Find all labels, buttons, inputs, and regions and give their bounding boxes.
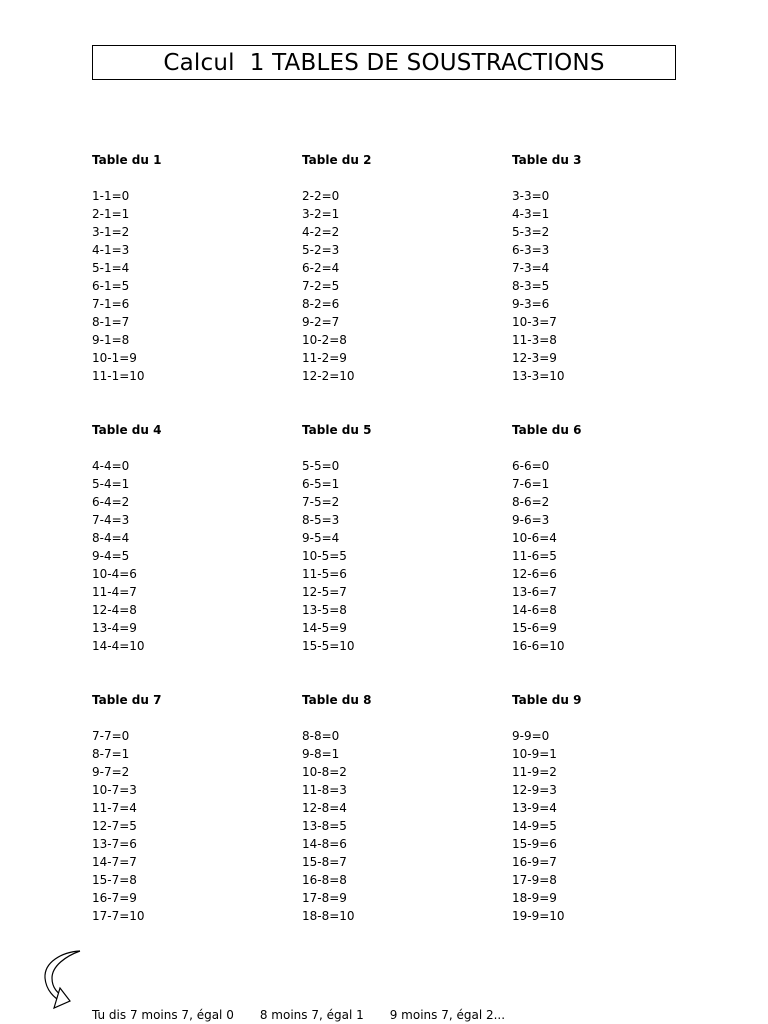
table-line: 9-5=4 [302, 531, 340, 545]
table-line: 8-4=4 [92, 531, 130, 545]
table-line: 9-6=3 [512, 513, 550, 527]
table-line: 9-2=7 [302, 315, 340, 329]
table-line: 8-8=0 [302, 729, 340, 743]
table-line: 12-6=6 [512, 567, 557, 581]
table-line: 11-6=5 [512, 549, 557, 563]
table-line: 18-8=10 [302, 909, 355, 923]
table-line: 15-5=10 [302, 639, 355, 653]
table-line: 7-6=1 [512, 477, 550, 491]
table-line: 13-8=5 [302, 819, 347, 833]
table-line: 15-6=9 [512, 621, 557, 635]
table-line: 11-4=7 [92, 585, 137, 599]
table-line: 10-7=3 [92, 783, 137, 797]
table-line: 11-3=8 [512, 333, 557, 347]
table-line: 7-3=4 [512, 261, 550, 275]
table-line: 9-4=5 [92, 549, 130, 563]
table-lines [302, 457, 502, 655]
table-line: 18-9=9 [512, 891, 557, 905]
table-line: 11-7=4 [92, 801, 137, 815]
table-line: 10-6=4 [512, 531, 557, 545]
footer-segment: 8 moins 7, égal 1 [259, 1008, 364, 1022]
table-line: 16-9=7 [512, 855, 557, 869]
table-line: 12-8=4 [302, 801, 347, 815]
footer-segment: 9 moins 7, égal 2... [389, 1008, 506, 1022]
table-du-6 [512, 421, 712, 655]
table-line: 1-1=0 [92, 189, 130, 203]
table-line: 11-2=9 [302, 351, 347, 365]
table-heading: Table du 6 [512, 423, 582, 437]
curved-arrow-icon [36, 948, 86, 1014]
table-line: 9-8=1 [302, 747, 340, 761]
table-line: 7-7=0 [92, 729, 130, 743]
table-line: 12-4=8 [92, 603, 137, 617]
table-line: 6-6=0 [512, 459, 550, 473]
table-line: 6-4=2 [92, 495, 130, 509]
table-line: 12-7=5 [92, 819, 137, 833]
table-du-1 [92, 151, 292, 385]
table-heading: Table du 5 [302, 423, 372, 437]
table-line: 5-1=4 [92, 261, 130, 275]
table-line: 10-4=6 [92, 567, 137, 581]
table-line: 11-1=10 [92, 369, 145, 383]
table-heading: Table du 1 [92, 153, 162, 167]
table-line: 7-2=5 [302, 279, 340, 293]
table-line: 17-7=10 [92, 909, 145, 923]
table-lines [512, 727, 712, 925]
table-line: 3-2=1 [302, 207, 340, 221]
table-line: 15-9=6 [512, 837, 557, 851]
table-line: 12-5=7 [302, 585, 347, 599]
table-du-5 [302, 421, 502, 655]
table-du-4 [92, 421, 292, 655]
table-line: 14-9=5 [512, 819, 557, 833]
table-line: 12-2=10 [302, 369, 355, 383]
table-line: 14-7=7 [92, 855, 137, 869]
table-heading: Table du 4 [92, 423, 162, 437]
table-du-2 [302, 151, 502, 385]
footer-line [92, 1008, 505, 1022]
table-heading: Table du 7 [92, 693, 162, 707]
table-lines [302, 187, 502, 385]
table-du-3 [512, 151, 712, 385]
table-heading: Table du 9 [512, 693, 582, 707]
table-line: 13-9=4 [512, 801, 557, 815]
table-line: 16-8=8 [302, 873, 347, 887]
table-du-9 [512, 691, 712, 925]
table-lines [92, 727, 292, 925]
table-line: 6-1=5 [92, 279, 130, 293]
table-lines [512, 187, 712, 385]
table-line: 9-7=2 [92, 765, 130, 779]
table-line: 14-4=10 [92, 639, 145, 653]
table-line: 8-7=1 [92, 747, 130, 761]
table-line: 17-8=9 [302, 891, 347, 905]
footer-segment: Tu dis 7 moins 7, égal 0 [92, 1008, 234, 1022]
table-line: 8-1=7 [92, 315, 130, 329]
table-line: 2-1=1 [92, 207, 130, 221]
table-du-7 [92, 691, 292, 925]
table-line: 19-9=10 [512, 909, 565, 923]
table-line: 3-3=0 [512, 189, 550, 203]
table-line: 3-1=2 [92, 225, 130, 239]
table-line: 13-5=8 [302, 603, 347, 617]
table-line: 5-3=2 [512, 225, 550, 239]
table-line: 14-8=6 [302, 837, 347, 851]
table-line: 15-8=7 [302, 855, 347, 869]
table-line: 12-9=3 [512, 783, 557, 797]
table-line: 7-4=3 [92, 513, 130, 527]
table-line: 16-7=9 [92, 891, 137, 905]
table-line: 11-9=2 [512, 765, 557, 779]
table-line: 15-7=8 [92, 873, 137, 887]
table-line: 10-2=8 [302, 333, 347, 347]
table-line: 5-2=3 [302, 243, 340, 257]
table-lines [92, 457, 292, 655]
table-line: 12-3=9 [512, 351, 557, 365]
table-line: 13-4=9 [92, 621, 137, 635]
table-line: 8-2=6 [302, 297, 340, 311]
table-line: 10-5=5 [302, 549, 347, 563]
table-line: 13-6=7 [512, 585, 557, 599]
table-lines [512, 457, 712, 655]
table-line: 14-6=8 [512, 603, 557, 617]
table-du-8 [302, 691, 502, 925]
table-line: 8-5=3 [302, 513, 340, 527]
table-line: 14-5=9 [302, 621, 347, 635]
table-line: 7-5=2 [302, 495, 340, 509]
table-line: 6-2=4 [302, 261, 340, 275]
table-line: 5-5=0 [302, 459, 340, 473]
table-line: 4-1=3 [92, 243, 130, 257]
table-line: 10-1=9 [92, 351, 137, 365]
table-line: 10-3=7 [512, 315, 557, 329]
table-line: 11-8=3 [302, 783, 347, 797]
table-line: 6-3=3 [512, 243, 550, 257]
table-heading: Table du 3 [512, 153, 582, 167]
table-line: 13-7=6 [92, 837, 137, 851]
page-title: Calcul 1 TABLES DE SOUSTRACTIONS [163, 49, 605, 76]
table-line: 2-2=0 [302, 189, 340, 203]
table-line: 10-9=1 [512, 747, 557, 761]
table-line: 4-4=0 [92, 459, 130, 473]
table-line: 4-3=1 [512, 207, 550, 221]
table-line: 11-5=6 [302, 567, 347, 581]
table-line: 4-2=2 [302, 225, 340, 239]
table-line: 8-3=5 [512, 279, 550, 293]
table-heading: Table du 2 [302, 153, 372, 167]
table-line: 9-9=0 [512, 729, 550, 743]
table-line: 10-8=2 [302, 765, 347, 779]
table-line: 6-5=1 [302, 477, 340, 491]
table-lines [302, 727, 502, 925]
title-box [92, 45, 676, 80]
table-line: 17-9=8 [512, 873, 557, 887]
table-heading: Table du 8 [302, 693, 372, 707]
table-line: 16-6=10 [512, 639, 565, 653]
table-line: 13-3=10 [512, 369, 565, 383]
table-line: 7-1=6 [92, 297, 130, 311]
table-line: 9-1=8 [92, 333, 130, 347]
table-line: 5-4=1 [92, 477, 130, 491]
table-line: 9-3=6 [512, 297, 550, 311]
table-line: 8-6=2 [512, 495, 550, 509]
table-lines [92, 187, 292, 385]
